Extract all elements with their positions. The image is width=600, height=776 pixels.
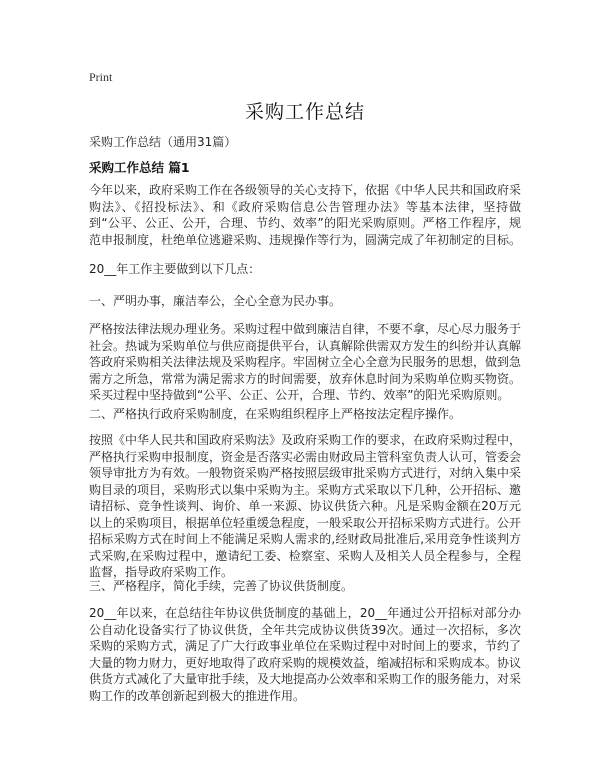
paragraph-point-three-body: 20__年以来，在总结往年协议供货制度的基础上，20__年通过公开招标对部分办公自动化设备实行了协议供货，全年共完成协议供货39次。通过一次招标，多次采购的采购方式，满足了广大行政事业单位在采购过程中对时间上的要求，节约了大量的物力财力，更好地取得了政府采购的规模效益，缩减招标和采购成本。协议供货方式减化了大量审批手续，及大地提高办公效率和采购工作的服务能力，对采购工作的改革创新起到极大的推进作用。: [89, 606, 522, 703]
print-link[interactable]: Print: [89, 70, 113, 84]
paragraph-point-one-body: 严格按法律法规办理业务。采购过程中做到廉洁自律，不要不拿，尽心尽力服务于社会。热诚为采购单位与供应商提供平台，认真解除供需双方发生的纠纷并认真解答政府采购相关法律法规及采购程序。牢固树立全心全意为民服务的思想，做到急需方之所急，常常为满足需求方的时间需要，放弃休息时间为采购单位购买物资。采买过程中坚持做到“公平、公正、公开，合理、节约、效率”的阳光采购原则。: [89, 322, 522, 402]
section-heading: 采购工作总结 篇1: [89, 160, 190, 175]
paragraph-point-two-heading: 二、严格执行政府采购制度，在采购组织程序上严格按法定程序操作。: [89, 407, 462, 421]
paragraph-point-one-heading: 一、严明办事，廉洁奉公，全心全意为民办事。: [89, 294, 342, 308]
page-title: 采购工作总结: [244, 101, 365, 123]
paragraph-summary-lead: 20__年工作主要做到以下几点：: [89, 262, 261, 276]
document-subtitle: 采购工作总结（通用31篇）: [89, 135, 237, 149]
paragraph-intro: 今年以来，政府采购工作在各级领导的关心支持下，依据《中华人民共和国政府采购法》、《招投标法》、和《政府采购信息公告管理办法》等基本法律，坚持做到“公平、公正、公开，合理、节约、效率”的阳光采购原则。严格工作程序，规范申报制度，杜绝单位逃避采购、违规操作等行为，圆满完成了年初制定的目标。: [89, 183, 522, 247]
paragraph-point-three-heading: 三、严格程序，简化手续，完善了协议供货制度。: [89, 579, 354, 593]
paragraph-point-two-body: 按照《中华人民共和国政府采购法》及政府采购工作的要求，在政府采购过程中，严格执行采购申报制度，资金是否落实必需由财政局主管科室负责人认可，管委会领导审批方为有效。一般物资采购严格按照层级审批采购方式进行，对纳入集中采购目录的项目，采购形式以集中采购为主。采购方式采取以下几种，公开招标、邀请招标、竞争性谈判、询价、单一来源、协议供货六种。凡是采购金额在20万元以上的采购项目，根据单位轻重缓急程度，一般采取公开招标采购方式进行。公开招标采购方式在时间上不能满足采购人需求的,经财政局批准后,采用竞争性谈判方式采购,在采购过程中，邀请纪工委、检察室、采购人及相关人员全程参与，全程监督，指导政府采购工作。: [89, 433, 522, 579]
